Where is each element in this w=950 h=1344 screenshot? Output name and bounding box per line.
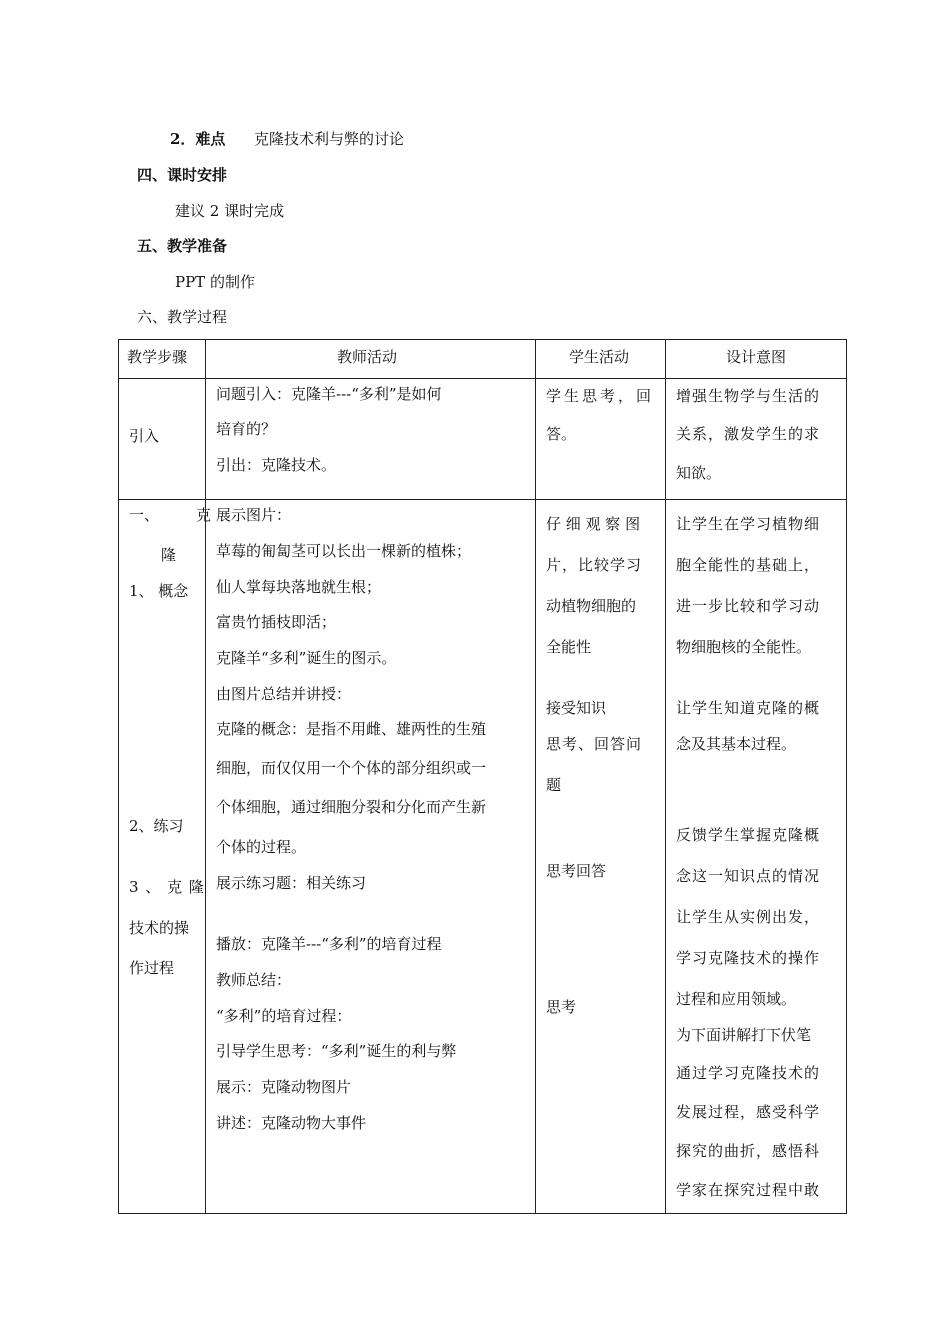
teacher-line: 克隆的概念：是指不用雌、雄两性的生殖 [216,720,487,738]
intent-line: 让学生在学习植物细 [676,515,821,533]
student-line: 答。 [546,425,577,443]
teacher-line: 展示：克隆动物图片 [216,1078,352,1096]
teacher-line: 个体细胞，通过细胞分裂和分化而产生新 [216,798,487,816]
intent-line: 增强生物学与生活的 [676,387,821,405]
teacher-line: 仙人掌每块落地就生根； [216,578,382,596]
step-technique-3: 作过程 [129,959,175,977]
header-student: 学生活动 [569,348,630,366]
teacher-line: 由图片总结并讲授： [216,685,352,703]
step-part-c: 隆 [161,546,177,564]
teacher-line: 讲述：克隆动物大事件 [216,1114,367,1132]
student-line: 思考、回答问 [546,735,643,753]
intent-line: 过程和应用领域。 [676,990,797,1008]
schedule-heading: 四、课时安排 [137,166,228,184]
intent-line: 反馈学生掌握克隆概 [676,826,821,844]
student-line: 仔 细 观 察 图 [546,515,641,533]
intent-line: 知欲。 [676,464,722,482]
intent-line: 关系，激发学生的求 [676,425,821,443]
teacher-line: 播放：克隆羊---“多利”的培育过程 [216,935,442,953]
teacher-line: 教师总结： [216,971,292,989]
table-header-row [119,340,847,379]
teacher-line: 富贵竹插枝即活； [216,613,337,631]
intent-line: 让学生从实例出发， [676,908,821,926]
student-line: 思考回答 [546,862,607,880]
prep-heading: 五、教学准备 [137,237,228,255]
teacher-line: 克隆羊“多利”诞生的图示。 [216,649,397,667]
step-concept: 1、 概念 [129,582,189,600]
teacher-line: 引出：克隆技术。 [216,456,337,474]
intent-line: 探究的曲折，感悟科 [676,1142,821,1160]
intent-line: 念这一知识点的情况 [676,867,821,885]
schedule-text: 建议 2 课时完成 [175,202,285,220]
intent-line: 学习克隆技术的操作 [676,949,821,967]
teacher-line: 展示练习题：相关练习 [216,874,367,892]
intent-line: 胞全能性的基础上， [676,556,821,574]
intent-line: 通过学习克隆技术的 [676,1064,821,1082]
student-line: 接受知识 [546,699,607,717]
intent-line: 为下面讲解打下伏笔 [676,1026,812,1044]
step-part-b: 克 [196,506,212,524]
table-row-clone [119,500,847,1214]
step-practice: 2、练习 [129,817,184,835]
student-line: 动植物细胞的 [546,597,637,615]
teacher-line: 个体的过程。 [216,838,307,856]
difficulty-text: 克隆技术利与弊的讨论 [254,130,405,148]
difficulty-number: 2．难点 [170,130,226,148]
intent-line: 念及其基本过程。 [676,735,797,753]
process-heading: 六、教学过程 [137,308,228,326]
teacher-line: “多利”的培育过程： [216,1007,352,1025]
table-row-intro [119,379,847,500]
step-technique-2: 技术的操 [129,919,190,937]
intent-line: 发展过程，感受科学 [676,1103,821,1121]
step-intro: 引入 [129,427,160,445]
intent-line: 进一步比较和学习动 [676,597,821,615]
prep-text: PPT 的制作 [175,273,255,291]
teacher-line: 引导学生思考：“多利”诞生的利与弊 [216,1042,457,1060]
teacher-line: 细胞，而仅仅用一个个体的部分组织或一 [216,759,487,777]
teacher-line: 培育的？ [216,420,277,438]
intent-line: 让学生知道克隆的概 [676,699,821,717]
teacher-line: 展示图片： [216,506,292,524]
student-line: 全能性 [546,638,592,656]
step-part-a: 一、 [129,506,160,524]
header-step: 教学步骤 [127,348,188,366]
student-line: 思考 [546,998,577,1016]
header-intent: 设计意图 [726,348,787,366]
teacher-line: 草莓的匍匐茎可以长出一棵新的植株； [216,542,472,560]
teaching-process-table [118,339,847,1214]
student-line: 片，比较学习 [546,556,643,574]
student-line: 学生思考，回 [546,387,655,405]
teacher-line: 问题引入：克隆羊---“多利”是如何 [216,385,442,403]
intent-line: 物细胞核的全能性。 [676,638,812,656]
intent-line: 学家在探究过程中敢 [676,1181,821,1199]
header-teacher: 教师活动 [337,348,398,366]
step-technique: 3 、 克 隆 [129,878,205,896]
student-line: 题 [546,776,562,794]
